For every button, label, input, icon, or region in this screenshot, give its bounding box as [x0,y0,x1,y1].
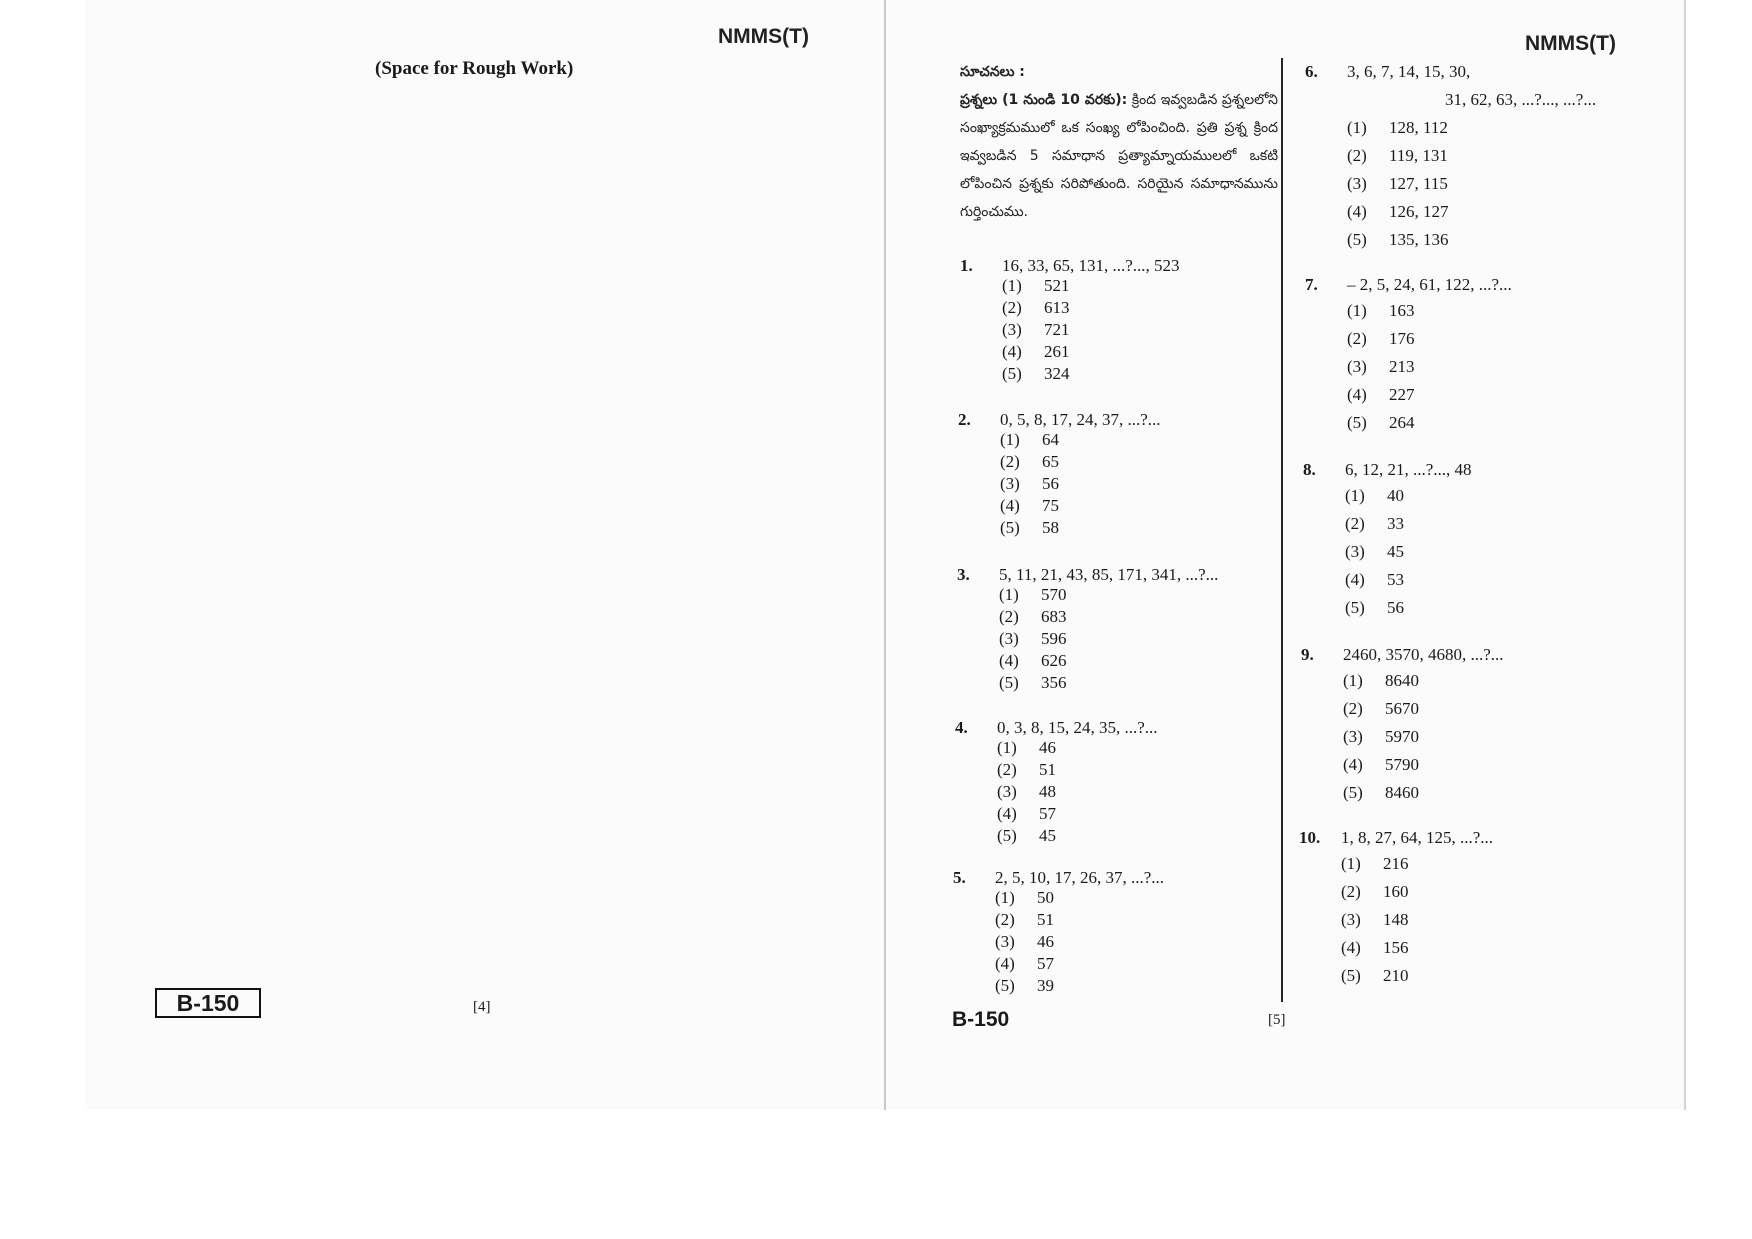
option-value: 683 [1041,607,1067,626]
answer-option [995,888,1054,908]
right-booklet-code: B-150 [952,1008,1010,1031]
question-number: 5. [953,868,966,887]
option-label: (3) [995,932,1015,951]
left-page-header: NMMS(T) [718,25,809,48]
answer-option [1000,430,1059,450]
answer-option [1002,276,1070,296]
option-label: (3) [997,782,1017,801]
instructions-block [960,58,1278,226]
answer-option [1002,320,1070,340]
page-fold-divider [884,0,886,1110]
question-number: 10. [1299,828,1321,847]
question-text: – 2, 5, 24, 61, 122, ...?... [1347,275,1512,294]
option-label: (1) [995,888,1015,907]
option-label: (5) [1347,230,1367,249]
option-value: 176 [1389,329,1415,348]
option-label: (5) [1341,966,1361,985]
answer-option [1347,357,1415,377]
option-value: 127, 115 [1389,174,1448,193]
question-text: 6, 12, 21, ...?..., 48 [1345,460,1472,479]
answer-option [1343,699,1419,719]
question-text: 3, 6, 7, 14, 15, 30, [1347,62,1471,81]
option-label: (1) [1002,276,1022,295]
option-label: (4) [1347,202,1367,221]
option-label: (5) [995,976,1015,995]
option-value: 39 [1037,976,1054,995]
option-value: 148 [1383,910,1409,929]
option-label: (3) [1000,474,1020,493]
left-page [85,0,885,1110]
answer-option [1347,118,1448,138]
answer-option [995,932,1054,952]
option-label: (2) [999,607,1019,626]
option-label: (5) [997,826,1017,845]
answer-option [999,629,1067,649]
option-value: 46 [1037,932,1054,951]
option-value: 128, 112 [1389,118,1448,137]
question-text: 2460, 3570, 4680, ...?... [1343,645,1504,664]
question-number: 2. [958,410,971,429]
question-number: 3. [957,565,970,584]
option-value: 46 [1039,738,1056,757]
option-label: (1) [997,738,1017,757]
question-text: 2, 5, 10, 17, 26, 37, ...?... [995,868,1165,887]
option-label: (2) [1347,329,1367,348]
option-value: 570 [1041,585,1067,604]
option-value: 261 [1044,342,1070,361]
option-value: 521 [1044,276,1070,295]
answer-option [1345,570,1404,590]
option-label: (2) [997,760,1017,779]
answer-option [999,607,1067,627]
instructions-range: ప్రశ్నలు (1 నుండి 10 వరకు): [960,92,1128,108]
question-text: 0, 5, 8, 17, 24, 37, ...?... [1000,410,1161,429]
rough-work-label: (Space for Rough Work) [375,58,574,79]
option-value: 48 [1039,782,1056,801]
left-page-number: [4] [473,999,491,1015]
option-value: 57 [1039,804,1056,823]
option-value: 50 [1037,888,1054,907]
option-value: 227 [1389,385,1415,404]
option-value: 75 [1042,496,1059,515]
option-label: (2) [1345,514,1365,533]
answer-option [1341,854,1409,874]
option-value: 721 [1044,320,1070,339]
answer-option [1000,518,1059,538]
option-label: (4) [1343,755,1363,774]
answer-option [1347,230,1449,250]
option-label: (1) [1347,301,1367,320]
option-value: 57 [1037,954,1054,973]
question-number: 6. [1305,62,1318,81]
option-value: 33 [1387,514,1404,533]
option-value: 163 [1389,301,1415,320]
answer-option [1347,301,1415,321]
answer-option [995,954,1054,974]
answer-option [997,826,1056,846]
option-label: (1) [1341,854,1361,873]
answer-option [999,651,1067,671]
answer-option [1343,727,1419,747]
option-label: (1) [999,585,1019,604]
answer-option [1345,598,1404,618]
option-value: 64 [1042,430,1059,449]
option-label: (1) [1343,671,1363,690]
page-edge [1684,0,1686,1110]
instructions-title: సూచనలు : [960,64,1025,80]
option-value: 51 [1037,910,1054,929]
answer-option [1341,966,1409,986]
answer-option [1345,542,1404,562]
answer-option [995,976,1054,996]
option-label: (5) [1345,598,1365,617]
answer-option [1341,882,1409,902]
option-label: (2) [1341,882,1361,901]
option-value: 126, 127 [1389,202,1449,221]
option-label: (4) [1341,938,1361,957]
answer-option [997,738,1056,758]
option-value: 210 [1383,966,1409,985]
option-label: (1) [1347,118,1367,137]
option-value: 264 [1389,413,1415,432]
option-label: (4) [995,954,1015,973]
option-label: (4) [1000,496,1020,515]
option-label: (4) [997,804,1017,823]
option-value: 5670 [1385,699,1419,718]
question-text: 5, 11, 21, 43, 85, 171, 341, ...?... [999,565,1219,584]
option-value: 40 [1387,486,1404,505]
answer-option [999,673,1067,693]
option-value: 8460 [1385,783,1419,802]
answer-option [1002,342,1070,362]
answer-option [1341,910,1409,930]
answer-option [1000,452,1059,472]
answer-option [997,760,1056,780]
answer-option [1347,413,1415,433]
answer-option [999,585,1067,605]
right-page-header: NMMS(T) [1525,32,1616,55]
option-value: 56 [1387,598,1404,617]
option-label: (3) [1345,542,1365,561]
option-value: 53 [1387,570,1404,589]
option-value: 613 [1044,298,1070,317]
right-page-number: [5] [1268,1012,1286,1028]
option-value: 45 [1387,542,1404,561]
option-value: 160 [1383,882,1409,901]
option-label: (3) [1002,320,1022,339]
answer-option [1343,671,1419,691]
answer-option [1345,514,1404,534]
option-label: (2) [995,910,1015,929]
question-number: 8. [1303,460,1316,479]
option-value: 8640 [1385,671,1419,690]
option-value: 119, 131 [1389,146,1448,165]
instructions-body [960,86,1278,226]
option-label: (5) [1343,783,1363,802]
option-value: 213 [1389,357,1415,376]
option-label: (2) [1347,146,1367,165]
option-label: (5) [1000,518,1020,537]
answer-option [1000,474,1059,494]
option-label: (3) [999,629,1019,648]
answer-option [997,804,1056,824]
question-number: 7. [1305,275,1318,294]
option-label: (3) [1341,910,1361,929]
option-label: (5) [999,673,1019,692]
option-label: (1) [1000,430,1020,449]
answer-option [1000,496,1059,516]
option-value: 65 [1042,452,1059,471]
question-text-continued: 31, 62, 63, ...?..., ...?... [1445,90,1597,109]
option-value: 324 [1044,364,1070,383]
option-value: 58 [1042,518,1059,537]
answer-option [1343,755,1419,775]
option-label: (3) [1347,357,1367,376]
question-number: 4. [955,718,968,737]
option-value: 156 [1383,938,1409,957]
answer-option [997,782,1056,802]
option-label: (5) [1002,364,1022,383]
option-value: 216 [1383,854,1409,873]
answer-option [1347,202,1449,222]
option-label: (4) [1002,342,1022,361]
question-number: 9. [1301,645,1314,664]
option-value: 5790 [1385,755,1419,774]
left-booklet-code: B-150 [155,988,261,1018]
option-value: 5970 [1385,727,1419,746]
answer-option [1347,174,1448,194]
option-label: (3) [1347,174,1367,193]
option-label: (3) [1343,727,1363,746]
option-label: (2) [1000,452,1020,471]
option-label: (4) [1347,385,1367,404]
option-value: 45 [1039,826,1056,845]
option-label: (1) [1345,486,1365,505]
answer-option [1347,385,1415,405]
answer-option [1341,938,1409,958]
option-value: 626 [1041,651,1067,670]
option-value: 51 [1039,760,1056,779]
answer-option [1347,329,1415,349]
answer-option [995,910,1054,930]
option-value: 135, 136 [1389,230,1449,249]
option-label: (5) [1347,413,1367,432]
option-label: (2) [1343,699,1363,718]
answer-option [1345,486,1404,506]
option-value: 356 [1041,673,1067,692]
instructions-text: క్రింద ఇవ్వబడిన ప్రశ్నలలోని సంఖ్యాక్రమములో ఒక సంఖ్య లోపించింది. ప్రతి ప్రశ్న క్రింద ఇవ్వబడిన 5 సమాధాన ప్రత్యామ్నాయములలో ఒకటి లోపించిన ప్రశ్నకు సరిపోతుంది. సరియైన సమాధానమును గుర్తించుము. [960,92,1279,220]
answer-option [1002,364,1070,384]
question-text: 1, 8, 27, 64, 125, ...?... [1341,828,1494,847]
question-text: 0, 3, 8, 15, 24, 35, ...?... [997,718,1158,737]
option-value: 56 [1042,474,1059,493]
option-value: 596 [1041,629,1067,648]
answer-option [1343,783,1419,803]
question-text: 16, 33, 65, 131, ...?..., 523 [1002,256,1180,275]
option-label: (4) [1345,570,1365,589]
option-label: (4) [999,651,1019,670]
question-number: 1. [960,256,973,275]
answer-option [1347,146,1448,166]
option-label: (2) [1002,298,1022,317]
column-divider [1281,58,1283,1002]
answer-option [1002,298,1070,318]
